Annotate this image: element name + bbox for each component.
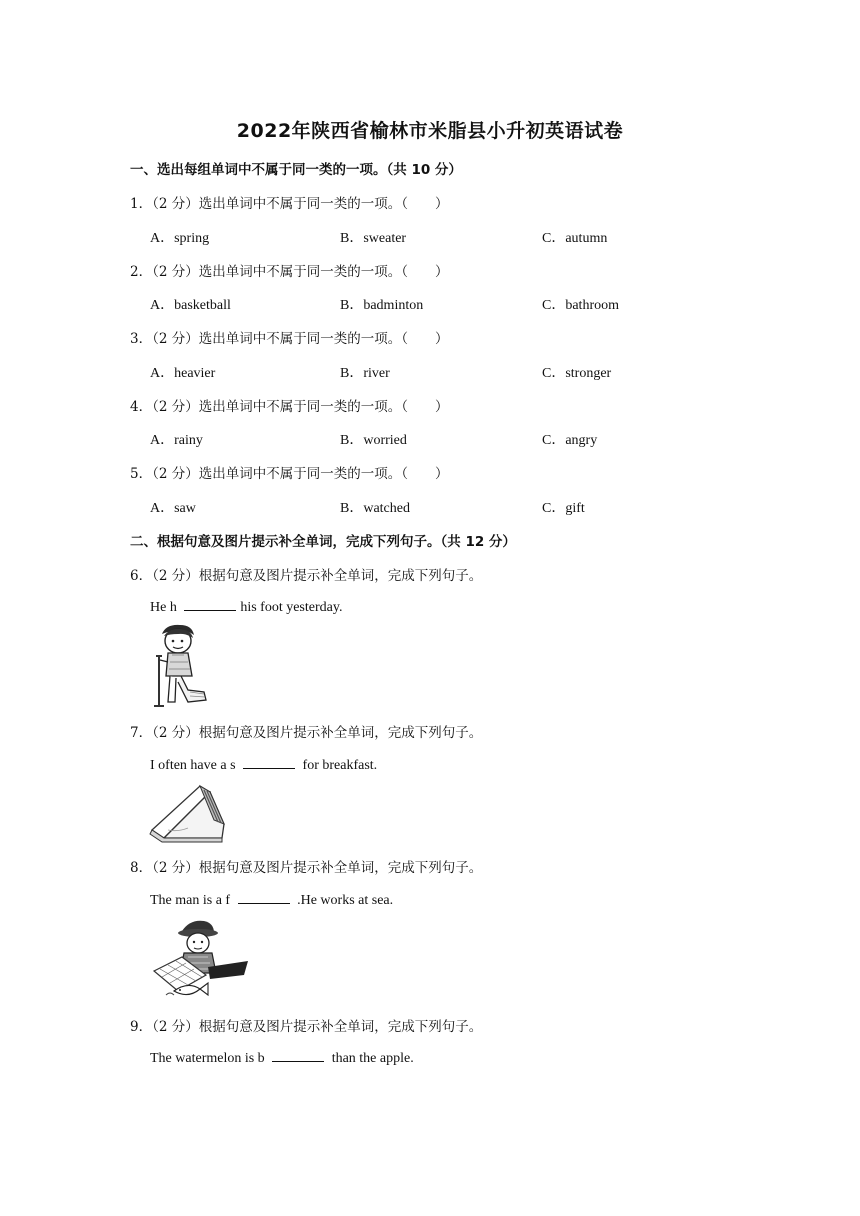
question-6-stem: 6．（2 分）根据句意及图片提示补全单词，完成下列句子。: [130, 568, 483, 584]
section-heading-1: 一、选出每组单词中不属于同一类的一项。（共 10 分）: [130, 162, 462, 178]
question-9-sentence-start: The watermelon is b: [150, 1051, 265, 1066]
question-1-option-b[interactable]: B．sweater: [340, 231, 407, 246]
question-8-sentence-start: The man is a f: [150, 893, 231, 908]
question-5-stem: 5．（2 分）选出单词中不属于同一类的一项。（ ）: [130, 466, 449, 482]
section-heading-2: 二、根据句意及图片提示补全单词，完成下列句子。（共 12 分）: [130, 534, 516, 550]
question-9-stem: 9．（2 分）根据句意及图片提示补全单词，完成下列句子。: [130, 1019, 483, 1035]
question-4-option-c[interactable]: C．angry: [542, 433, 598, 448]
boy-with-crutch-illustration: [148, 622, 210, 710]
question-6-answer-blank[interactable]: [184, 598, 236, 611]
question-1-option-c[interactable]: C．autumn: [542, 231, 608, 246]
question-1-stem: 1．（2 分）选出单词中不属于同一类的一项。（ ）: [130, 196, 449, 212]
fisherman-illustration: [148, 917, 254, 1003]
question-6-sentence-end: his foot yesterday.: [240, 600, 343, 615]
question-2-option-b[interactable]: B．badminton: [340, 298, 424, 313]
question-7-sentence-start: I often have a s: [150, 758, 236, 773]
question-3-option-c[interactable]: C．stronger: [542, 366, 612, 381]
question-7-answer-blank[interactable]: [243, 756, 295, 769]
question-2-stem: 2．（2 分）选出单词中不属于同一类的一项。（ ）: [130, 264, 449, 280]
page-title: 2022年陕西省榆林市米脂县小升初英语试卷: [236, 120, 624, 142]
question-5-option-c[interactable]: C．gift: [542, 501, 585, 516]
question-2-option-a[interactable]: A．basketball: [150, 298, 231, 313]
question-7-stem: 7．（2 分）根据句意及图片提示补全单词，完成下列句子。: [130, 725, 483, 741]
question-5-option-b[interactable]: B．watched: [340, 501, 410, 516]
question-8-answer-blank[interactable]: [238, 891, 290, 904]
sandwich-illustration: [148, 780, 228, 848]
question-5-option-a[interactable]: A．saw: [150, 501, 196, 516]
question-8-stem: 8．（2 分）根据句意及图片提示补全单词，完成下列句子。: [130, 860, 483, 876]
question-9-sentence-end: than the apple.: [328, 1051, 414, 1066]
question-8-sentence-end: .He works at sea.: [293, 893, 394, 908]
question-4-option-a[interactable]: A．rainy: [150, 433, 203, 448]
question-3-option-b[interactable]: B．river: [340, 366, 390, 381]
question-1-option-a[interactable]: A．spring: [150, 231, 210, 246]
question-7-sentence: [150, 756, 377, 774]
question-9-answer-blank[interactable]: [272, 1049, 324, 1062]
question-6-sentence: [150, 598, 342, 616]
question-4-stem: 4．（2 分）选出单词中不属于同一类的一项。（ ）: [130, 399, 449, 415]
question-3-option-a[interactable]: A．heavier: [150, 366, 216, 381]
question-2-option-c[interactable]: C．bathroom: [542, 298, 619, 313]
question-9-sentence: [150, 1049, 414, 1067]
question-4-option-b[interactable]: B．worried: [340, 433, 407, 448]
question-8-sentence: [150, 891, 393, 909]
question-7-sentence-end: for breakfast.: [299, 758, 378, 773]
question-6-sentence-start: He h: [150, 600, 177, 615]
question-3-stem: 3．（2 分）选出单词中不属于同一类的一项。（ ）: [130, 331, 449, 347]
